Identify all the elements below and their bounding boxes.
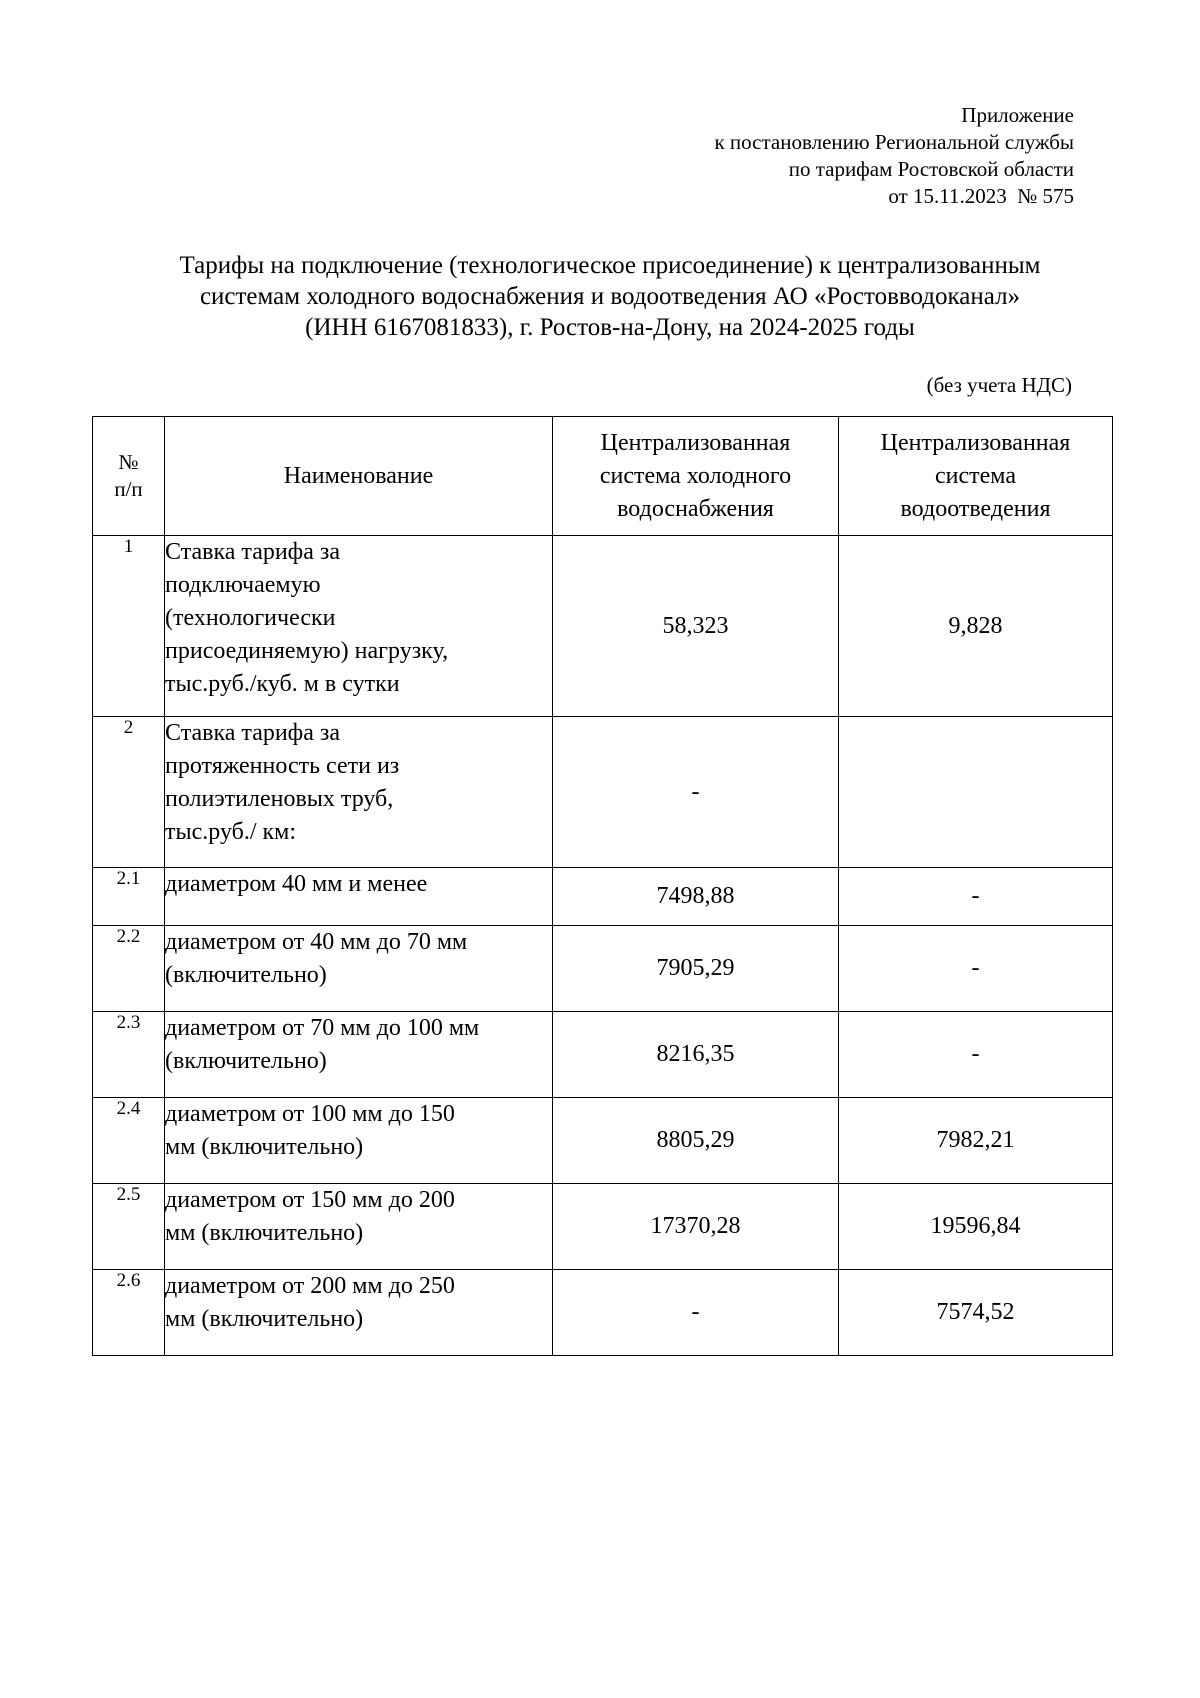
- row-name-line: диаметром от 200 мм до 250: [165, 1273, 455, 1299]
- row-name: [165, 536, 553, 717]
- document-title: [110, 250, 1110, 343]
- tariff-table: [92, 416, 1113, 1356]
- row-name: [165, 1184, 553, 1270]
- row-name-line: диаметром от 150 мм до 200: [165, 1187, 455, 1213]
- row-water-supply-value: 17370,28: [553, 1184, 839, 1270]
- row-name-line: мм (включительно): [165, 1134, 364, 1160]
- row-name: [165, 717, 553, 868]
- row-water-supply-value: 8805,29: [553, 1098, 839, 1184]
- table-row: [93, 868, 1113, 926]
- row-sewerage-value: 7982,21: [839, 1098, 1113, 1184]
- row-name-line: (включительно): [165, 962, 327, 988]
- row-sewerage-value: 7574,52: [839, 1270, 1113, 1356]
- row-sewerage-value: 9,828: [839, 536, 1113, 717]
- appendix-header: [554, 102, 1074, 210]
- header-number-line: №: [118, 450, 139, 474]
- title-line: системам холодного водоснабжения и водоотведения АО «Ростовводоканал»: [199, 283, 1021, 310]
- table-row: [93, 1098, 1113, 1184]
- row-name-line: присоединяемую) нагрузку,: [165, 638, 449, 664]
- row-water-supply-value: 58,323: [553, 536, 839, 717]
- row-name-line: протяженность сети из: [165, 753, 400, 779]
- row-name-line: мм (включительно): [165, 1220, 364, 1246]
- row-sewerage-value: -: [839, 926, 1113, 1012]
- row-number: 2.4: [93, 1098, 165, 1184]
- row-sewerage-value: -: [839, 868, 1113, 926]
- appendix-line: к постановлению Региональной службы: [714, 130, 1074, 154]
- row-name-line: (технологически: [165, 605, 336, 631]
- row-name-line: Ставка тарифа за: [165, 539, 341, 565]
- header-name: Наименование: [165, 417, 553, 536]
- row-name-line: диаметром от 40 мм до 70 мм: [165, 929, 468, 955]
- row-name-line: диаметром от 70 мм до 100 мм: [165, 1015, 480, 1041]
- row-number: 2.1: [93, 868, 165, 926]
- header-number-line: п/п: [114, 477, 143, 501]
- table-header-row: [93, 417, 1113, 536]
- vat-note: (без учета НДС): [926, 373, 1072, 397]
- title-line: Тарифы на подключение (технологическое присоединение) к централизованным: [179, 252, 1041, 279]
- row-sewerage-value: -: [839, 1012, 1113, 1098]
- header-sewerage-line: система: [935, 462, 1016, 489]
- table-row: [93, 717, 1113, 868]
- header-number: [93, 417, 165, 536]
- table-row: [93, 926, 1113, 1012]
- row-name-line: диаметром 40 мм и менее: [165, 871, 428, 897]
- appendix-line: по тарифам Ростовской области: [788, 157, 1074, 181]
- title-line: (ИНН 6167081833), г. Ростов-на-Дону, на 2024-2025 годы: [305, 314, 915, 341]
- header-water-supply-line: Централизованная: [600, 429, 791, 456]
- table-row: [93, 1184, 1113, 1270]
- row-number: 2.2: [93, 926, 165, 1012]
- row-water-supply-value: -: [553, 1270, 839, 1356]
- row-sewerage-value: [839, 717, 1113, 868]
- row-number: 2: [93, 717, 165, 868]
- row-name: [165, 1098, 553, 1184]
- row-name-line: (включительно): [165, 1048, 327, 1074]
- row-number: 1: [93, 536, 165, 717]
- row-name-line: Ставка тарифа за: [165, 720, 341, 746]
- header-sewerage: [839, 417, 1113, 536]
- row-name-line: диаметром от 100 мм до 150: [165, 1101, 455, 1127]
- header-water-supply-line: система холодного: [599, 462, 792, 489]
- header-water-supply: [553, 417, 839, 536]
- table-row: [93, 1012, 1113, 1098]
- row-water-supply-value: 8216,35: [553, 1012, 839, 1098]
- row-number: 2.3: [93, 1012, 165, 1098]
- row-name-line: полиэтиленовых труб,: [165, 786, 394, 812]
- row-sewerage-value: 19596,84: [839, 1184, 1113, 1270]
- table-row: [93, 1270, 1113, 1356]
- row-name-line: тыс.руб./ км:: [165, 819, 297, 845]
- row-name-line: подключаемую: [165, 572, 321, 598]
- row-name-line: мм (включительно): [165, 1306, 364, 1332]
- row-number: 2.6: [93, 1270, 165, 1356]
- header-sewerage-line: водоотведения: [900, 495, 1051, 522]
- header-sewerage-line: Централизованная: [880, 429, 1071, 456]
- header-water-supply-line: водоснабжения: [617, 495, 774, 522]
- row-number: 2.5: [93, 1184, 165, 1270]
- row-name: [165, 1270, 553, 1356]
- row-water-supply-value: 7498,88: [553, 868, 839, 926]
- row-name: [165, 868, 553, 926]
- appendix-line: Приложение: [961, 103, 1074, 127]
- row-name: [165, 926, 553, 1012]
- row-name-line: тыс.руб./куб. м в сутки: [165, 671, 400, 697]
- row-water-supply-value: 7905,29: [553, 926, 839, 1012]
- table-row: [93, 536, 1113, 717]
- row-water-supply-value: -: [553, 717, 839, 868]
- row-name: [165, 1012, 553, 1098]
- appendix-date-number: от 15.11.2023 № 575: [888, 184, 1074, 208]
